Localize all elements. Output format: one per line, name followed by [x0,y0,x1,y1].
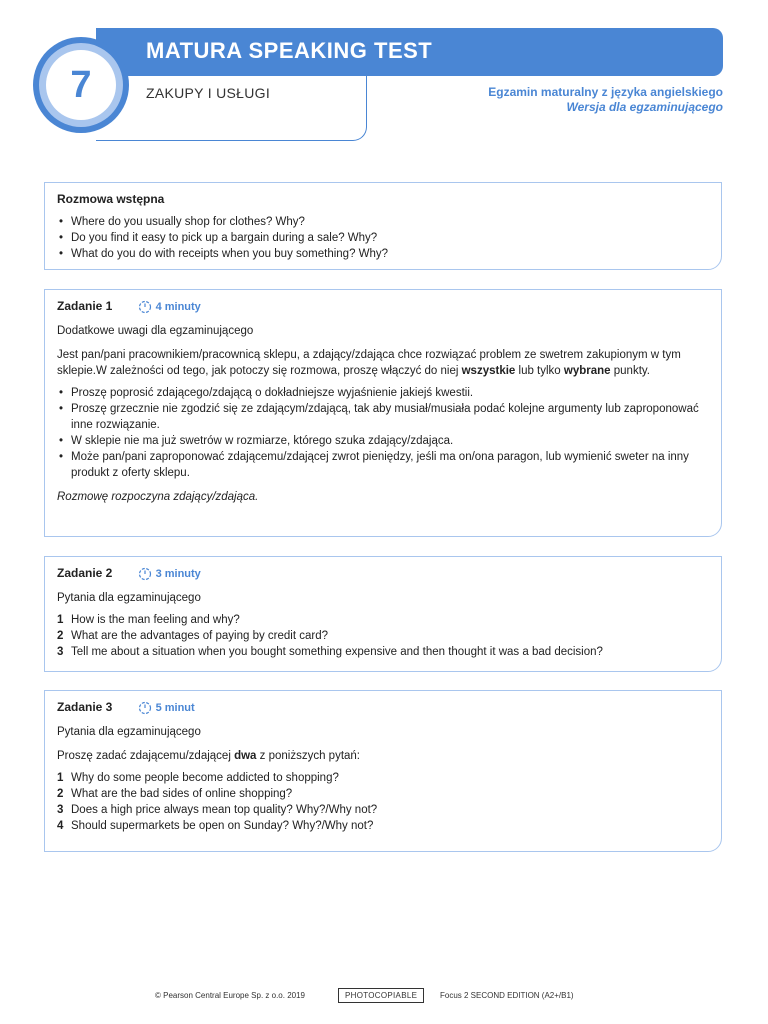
timer-icon [138,567,152,581]
list-item: • Może pan/pani zaproponować zdającemu/zdającej zwrot pieniędzy, jeśli ma on/ona paragon, lub wymienić sweter na inny produkt z oferty sklepu. [69,449,709,481]
list-item: • Proszę poprosić zdającego/zdającą o dokładniejsze wyjaśnienie jakiejś kwestii. [69,385,709,401]
photocopiable-badge: PHOTOCOPIABLE [338,988,424,1003]
task1-list [57,385,709,481]
list-item: 2 What are the advantages of paying by credit card? [57,630,328,642]
exam-name: Egzamin maturalny z języka angielskiego [488,85,723,99]
task3-instructions: Proszę zadać zdającemu/zdającej dwa z poniższych pytań: [57,750,361,762]
task1-closing: Rozmowę rozpoczyna zdający/zdająca. [57,491,259,503]
list-item: 2 What are the bad sides of online shopping? [57,788,293,800]
task1-instructions: Jest pan/pani pracownikiem/pracownicą sklepu, a zdający/zdająca chce rozwiązać problem ze swetrem zakupionym w tym sklepie.W zależności od tego, jak potoczy się rozmowa, proszę włączyć do niej wszystkie lub tylko wybrane punkty. [57,349,681,377]
task1-timer [138,299,201,315]
list-item: • What do you do with receipts when you buy something? Why? [69,246,709,262]
list-item: 3 Does a high price always mean top quality? Why?/Why not? [57,804,378,816]
intro-title: Rozmowa wstępna [57,192,165,206]
task2-time: 3 minuty [155,567,201,580]
list-item: • Proszę grzecznie nie zgodzić się ze zdającym/zdającą, tak aby musiał/musiała podać kolejne argumenty lub zaproponować inne rozwiązanie. [69,401,709,433]
task3-label: Pytania dla egzaminującego [57,726,201,738]
list-item: 4 Should supermarkets be open on Sunday? Why?/Why not? [57,820,374,832]
intro-list [57,214,709,262]
edition: Focus 2 SECOND EDITION (A2+/B1) [440,991,574,1000]
intro-box [44,182,722,270]
list-item: • W sklepie nie ma już swetrów w rozmiarze, którego szuka zdający/zdająca. [69,433,709,449]
task3-box [44,690,722,852]
task3-questions [57,770,709,834]
task3-timer [138,700,195,716]
task2-timer [138,566,201,582]
list-item: • Where do you usually shop for clothes? Why? [69,214,709,230]
task2-box [44,556,722,672]
list-item: 3 Tell me about a situation when you bought something expensive and then thought it was a bad decision? [57,646,603,658]
subject-title: ZAKUPY I USŁUGI [146,85,271,101]
task2-questions [57,612,709,660]
task1-label: Dodatkowe uwagi dla egzaminującego [57,325,254,337]
task2-label: Pytania dla egzaminującego [57,592,201,604]
task1-title: Zadanie 1 [57,299,113,313]
task2-title: Zadanie 2 [57,566,113,580]
exam-version: Wersja dla egzaminującego [566,100,723,114]
unit-number: 7 [46,50,116,120]
list-item: 1 How is the man feeling and why? [57,614,240,626]
timer-icon [138,701,152,715]
task3-time: 5 minut [155,701,195,714]
page-title: MATURA SPEAKING TEST [146,38,433,63]
list-item: 1 Why do some people become addicted to shopping? [57,772,339,784]
task3-title: Zadanie 3 [57,700,113,714]
task1-time: 4 minuty [155,300,201,313]
task1-box [44,289,722,537]
timer-icon [138,300,152,314]
list-item: • Do you find it easy to pick up a bargain during a sale? Why? [69,230,709,246]
copyright: © Pearson Central Europe Sp. z o.o. 2019 [155,991,305,1000]
